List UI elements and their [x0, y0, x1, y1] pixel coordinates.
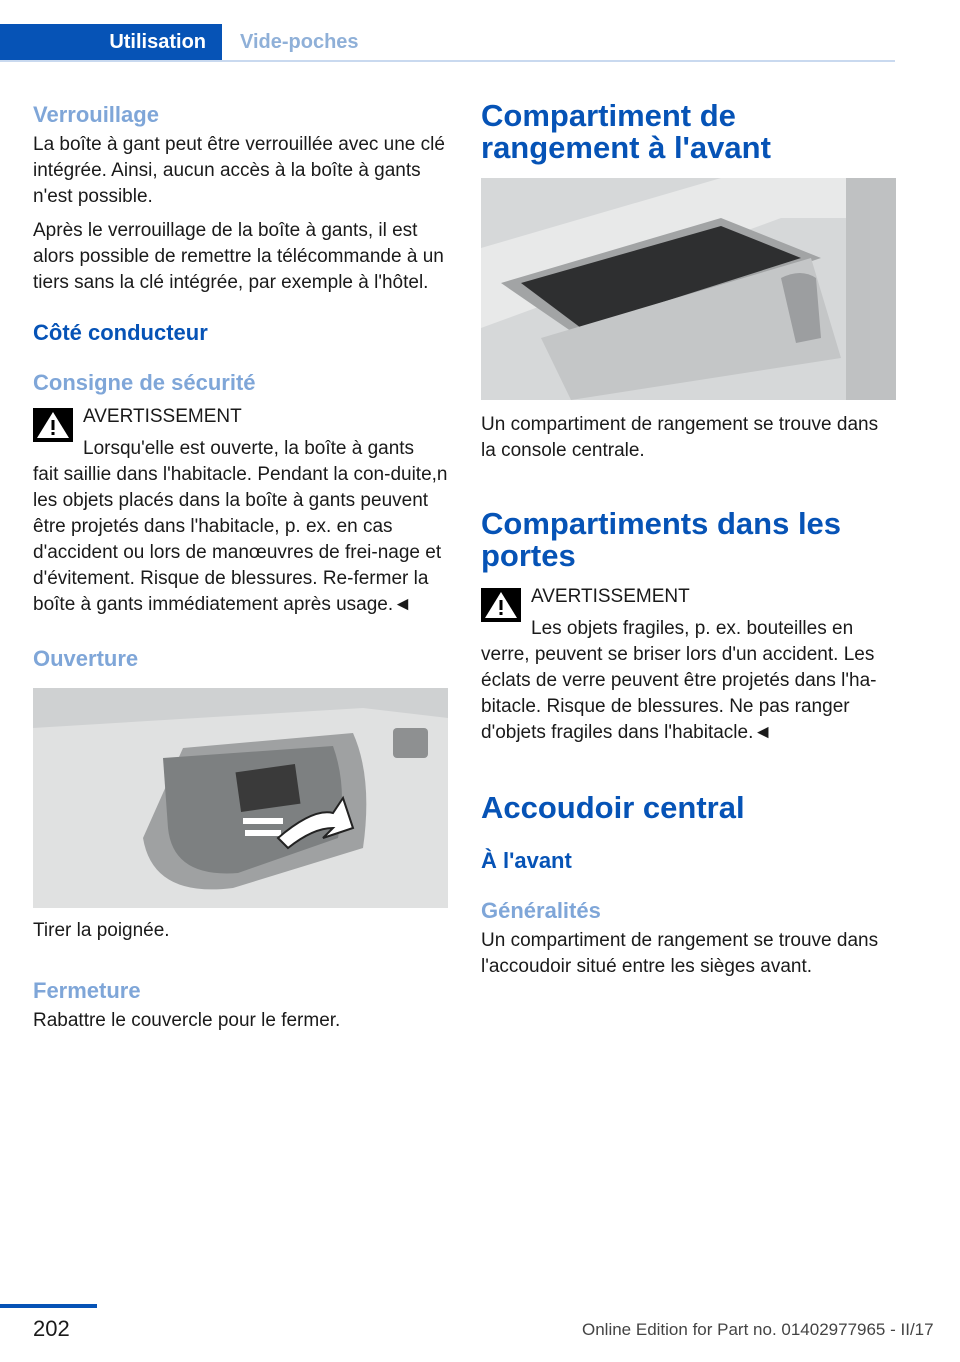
console-photo: [481, 178, 896, 400]
console-illustration: [481, 178, 896, 400]
warning-triangle-icon: [481, 588, 521, 622]
left-column: [33, 100, 448, 1034]
tab-utilisation[interactable]: Utilisation: [0, 24, 222, 60]
generalites-text: Un compartiment de rangement se trouve dans l'accoudoir situé entre les sièges avant.: [481, 930, 879, 977]
warning-text: verre, peuvent se briser lors d'un accident. Les éclats de verre peuvent être projetés dans l'ha-bitacle. Risque de blessures. Ne pas ranger d'objets fragiles dans l'habitacle.◄: [481, 644, 877, 743]
ouverture-text: Tirer la poignée.: [33, 920, 170, 941]
warning-box-portes: [481, 584, 896, 746]
page-number: 202: [33, 1316, 70, 1341]
heading-compartiments-portes: Compartiments dans les portes: [481, 506, 842, 573]
glovebox-photo: [33, 688, 448, 908]
compartiment-text: Un compartiment de rangement se trouve dans la console centrale.: [481, 414, 879, 461]
right-column: [481, 100, 896, 980]
tab-vide-poches[interactable]: Vide-poches: [240, 31, 359, 53]
footer-divider: [0, 1304, 97, 1308]
heading-a-l-avant: À l'avant: [481, 848, 572, 873]
heading-consigne: Consigne de sécurité: [33, 370, 256, 395]
warning-label: AVERTISSEMENT: [531, 586, 690, 607]
fermeture-text: Rabattre le couvercle pour le fermer.: [33, 1010, 341, 1031]
header-divider: [0, 60, 895, 62]
header-tabbar: [0, 24, 895, 62]
paragraph-verrouillage-2: Après le verrouillage de la boîte à gants, il est alors possible de remettre la télécommande à un tiers sans la clé intégrée, par exemple à l'hôtel.: [33, 220, 444, 293]
warning-text-first: Lorsqu'elle est ouverte, la boîte à gants: [83, 438, 415, 459]
warning-box: [33, 404, 448, 618]
warning-text: fait saillie dans l'habitacle. Pendant la con-duite,n les objets placés dans la boîte à gants peuvent être projetés dans l'habitacle, p. ex. en cas d'accident ou lors de manœuvres de frei-nage et d'évitement. Risque de blessures. Re-fermer la boîte à gants immédiatement après usage.◄: [33, 464, 448, 615]
warning-label: AVERTISSEMENT: [83, 406, 242, 427]
warning-text-first: Les objets fragiles, p. ex. bouteilles en: [531, 618, 854, 639]
heading-fermeture: Fermeture: [33, 978, 141, 1003]
heading-verrouillage: Verrouillage: [33, 102, 159, 127]
heading-compartiment-avant: Compartiment de rangement à l'avant: [481, 98, 771, 165]
heading-generalites: Généralités: [481, 898, 601, 923]
heading-ouverture: Ouverture: [33, 646, 139, 671]
glovebox-illustration: [33, 688, 448, 908]
heading-cote-conducteur: Côté conducteur: [33, 320, 208, 345]
warning-triangle-icon: [33, 408, 73, 442]
heading-accoudoir: Accoudoir central: [481, 790, 745, 825]
edition-note: Online Edition for Part no. 01402977965 - II/17: [582, 1320, 934, 1339]
paragraph-verrouillage-1: La boîte à gant peut être verrouillée avec une clé intégrée. Ainsi, aucun accès à la boîte à gants n'est possible.: [33, 134, 445, 207]
